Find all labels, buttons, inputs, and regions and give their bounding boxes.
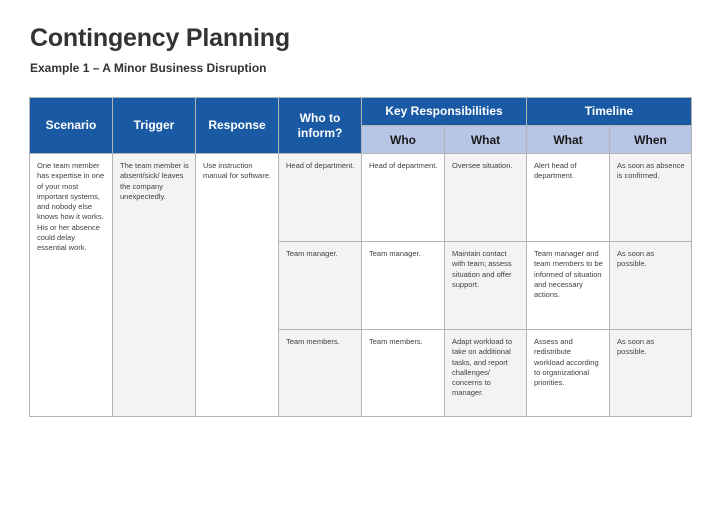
cell-timeline-when: As soon as possible. <box>610 330 692 417</box>
header-who-to-inform: Who to inform? <box>279 98 362 154</box>
cell-kr-what: Maintain contact with team; assess situation and offer support. <box>445 242 527 330</box>
subheader-timeline-when: When <box>610 126 692 154</box>
header-key-responsibilities: Key Responsibilities <box>362 98 527 126</box>
header-response: Response <box>196 98 279 154</box>
cell-timeline-what: Assess and redistribute workload according to organizational priorities. <box>527 330 610 417</box>
cell-kr-who: Head of department. <box>362 154 445 242</box>
cell-scenario: One team member has expertise in one of your most important systems, and nobody else knows how it works. His or her absence could delay essential work. <box>30 154 113 417</box>
table-row <box>30 154 692 242</box>
header-trigger: Trigger <box>113 98 196 154</box>
cell-kr-who: Team manager. <box>362 242 445 330</box>
cell-timeline-when: As soon as absence is confirmed. <box>610 154 692 242</box>
cell-trigger: The team member is absent/sick/ leaves the company unexpectedly. <box>113 154 196 417</box>
cell-inform: Head of department. <box>279 154 362 242</box>
header-timeline: Timeline <box>527 98 692 126</box>
header-scenario: Scenario <box>30 98 113 154</box>
cell-response: Use instruction manual for software. <box>196 154 279 417</box>
cell-timeline-when: As soon as possible. <box>610 242 692 330</box>
cell-timeline-what: Alert head of department. <box>527 154 610 242</box>
cell-timeline-what: Team manager and team members to be informed of situation and necessary actions. <box>527 242 610 330</box>
cell-inform: Team manager. <box>279 242 362 330</box>
contingency-table <box>29 97 692 417</box>
subheader-timeline-what: What <box>527 126 610 154</box>
cell-kr-who: Team members. <box>362 330 445 417</box>
page-title: Contingency Planning <box>30 24 290 52</box>
subheader-kr-what: What <box>445 126 527 154</box>
cell-kr-what: Adapt workload to take on additional tasks, and report challenges/ concerns to manager. <box>445 330 527 417</box>
cell-inform: Team members. <box>279 330 362 417</box>
cell-kr-what: Oversee situation. <box>445 154 527 242</box>
page-subtitle: Example 1 – A Minor Business Disruption <box>30 61 267 75</box>
subheader-kr-who: Who <box>362 126 445 154</box>
